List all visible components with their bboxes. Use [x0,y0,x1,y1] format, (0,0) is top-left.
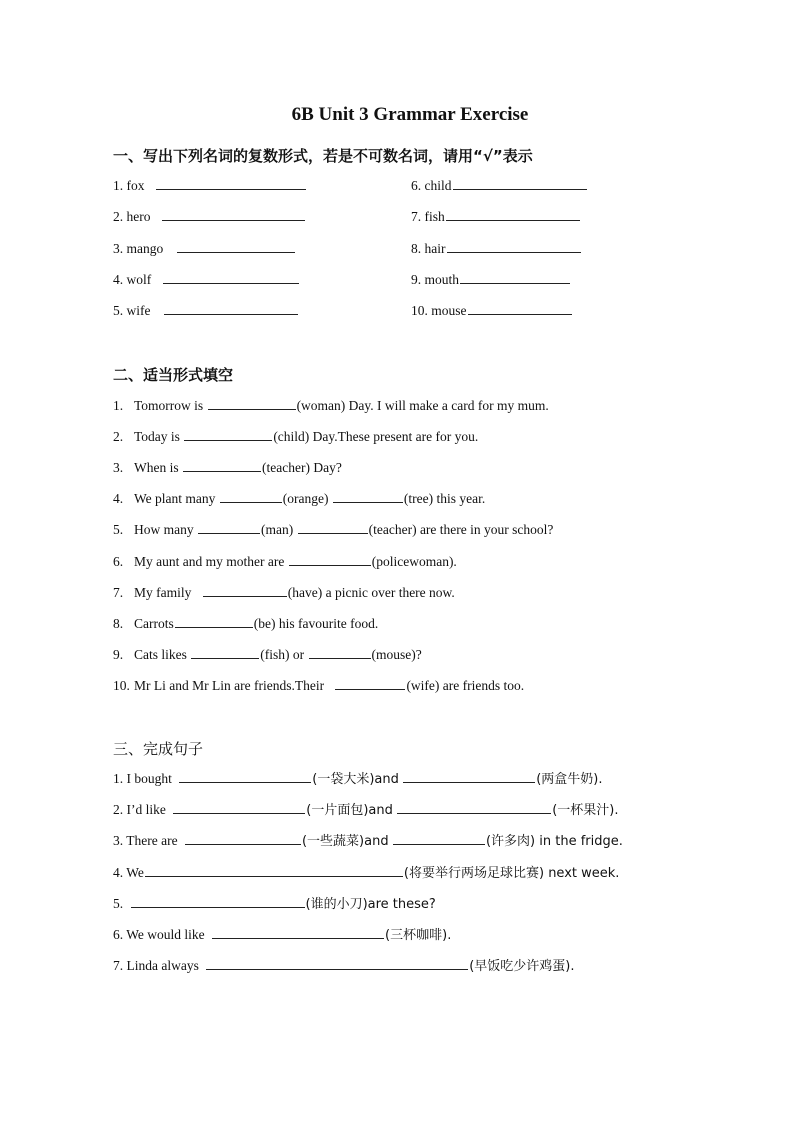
prompt-text: (teacher) Day? [262,460,342,475]
s2-item-1 [113,396,549,415]
item-word: mango [126,241,164,256]
prompt-text: (orange) [282,491,329,506]
s1-item-6 [411,176,588,195]
item-number: 8. [113,616,124,631]
prompt-text: Cats likes [134,647,187,662]
s3-item-6 [113,925,451,945]
prompt-text: My aunt and my mother are [134,554,285,569]
prompt-text: (两盒牛奶). [536,772,603,787]
prompt-text: (早饭吃少许鸡蛋). [469,959,575,974]
prompt-text: (teacher) are there in your school? [368,522,554,537]
answer-blank[interactable] [393,831,485,845]
answer-blank[interactable] [145,863,403,877]
prompt-text: We plant many [134,491,216,506]
answer-blank[interactable] [208,396,296,410]
item-number: 5. [113,522,124,537]
s1-item-7 [411,207,581,226]
answer-blank[interactable] [175,614,253,628]
answer-blank[interactable] [335,676,405,690]
answer-blank[interactable] [131,894,305,908]
item-number: 4. [113,272,124,287]
s2-item-2 [113,427,478,446]
item-number: 1. [113,398,124,413]
s1-item-10 [411,301,573,320]
item-word: fox [126,178,145,193]
item-number: 2. [113,429,124,444]
answer-blank[interactable] [179,769,311,783]
answer-blank[interactable] [397,800,551,814]
answer-blank[interactable] [164,301,298,315]
answer-blank[interactable] [156,176,306,190]
answer-blank[interactable] [468,301,572,315]
answer-blank[interactable] [212,925,384,939]
item-number: 3. [113,460,124,475]
s3-item-7 [113,956,575,976]
prompt-text: Carrots [134,616,174,631]
prompt-text: (一袋大米)and [312,772,399,787]
item-number: 5. [113,303,124,318]
item-word: wolf [126,272,152,287]
s1-item-9 [411,270,571,289]
prompt-text: (一片面包)and [306,803,393,818]
s1-item-4 [113,270,300,289]
item-word: hero [126,209,151,224]
answer-blank[interactable] [163,270,299,284]
prompt-text: (tree) this year. [403,491,486,506]
item-number: 3. [113,241,124,256]
answer-blank[interactable] [191,645,259,659]
answer-blank[interactable] [403,769,535,783]
answer-blank[interactable] [198,520,260,534]
prompt-text: (许多肉) in the fridge. [485,834,623,849]
answer-blank[interactable] [309,645,371,659]
prompt-text: (have) a picnic over there now. [287,585,455,600]
item-number: 4. [113,491,124,506]
answer-blank[interactable] [185,831,301,845]
answer-blank[interactable] [298,520,368,534]
section-1-heading: 一、写出下列名词的复数形式，若是不可数名词，请用“√”表示 [113,147,533,165]
s2-item-7 [113,583,455,602]
s1-item-3 [113,239,296,258]
s1-item-8 [411,239,582,258]
item-number: 3. [113,833,124,848]
item-number: 5. [113,896,124,911]
prompt-text: I’d like [126,802,166,817]
s2-item-3 [113,458,342,477]
item-word: wife [126,303,151,318]
answer-blank[interactable] [447,239,581,253]
s1-item-5 [113,301,299,320]
answer-blank[interactable] [289,552,371,566]
item-number: 10. [113,678,130,693]
prompt-text: (be) his favourite food. [253,616,379,631]
prompt-text: (fish) or [260,647,305,662]
prompt-text: (谁的小刀)are these? [305,897,436,912]
prompt-text: (woman) Day. I will make a card for my mum. [296,398,549,413]
item-number: 6. [113,554,124,569]
s3-item-4 [113,863,619,883]
answer-blank[interactable] [184,427,272,441]
prompt-text: Tomorrow is [134,398,204,413]
item-number: 6. [411,178,422,193]
item-number: 7. [411,209,422,224]
item-number: 4. [113,865,124,880]
prompt-text: We would like [126,927,205,942]
prompt-text: (一些蔬菜)and [301,834,389,849]
worksheet-title: 6B Unit 3 Grammar Exercise [291,104,529,125]
item-number: 9. [113,647,124,662]
s1-item-2 [113,207,306,226]
s3-item-5 [113,894,436,914]
prompt-text: (wife) are friends too. [406,678,525,693]
answer-blank[interactable] [162,207,305,221]
s2-item-4 [113,489,485,508]
prompt-text: My family [134,585,192,600]
answer-blank[interactable] [446,207,580,221]
answer-blank[interactable] [177,239,295,253]
prompt-text: (mouse)? [371,647,422,662]
item-number: 6. [113,927,124,942]
item-number: 2. [113,209,124,224]
prompt-text: (man) [261,522,294,537]
item-number: 8. [411,241,422,256]
s1-item-1 [113,176,307,195]
answer-blank[interactable] [220,489,282,503]
item-word: hair [424,241,446,256]
prompt-text: Today is [134,429,180,444]
item-number: 7. [113,958,124,973]
s2-item-5 [113,520,553,539]
prompt-text: We [126,865,144,880]
answer-blank[interactable] [173,800,305,814]
s2-item-6 [113,552,457,571]
item-number: 9. [411,272,422,287]
prompt-text: (将要举行两场足球比赛) next week. [403,866,620,881]
item-word: fish [424,209,445,224]
s2-item-8 [113,614,378,633]
prompt-text: When is [134,460,179,475]
s2-item-10 [113,676,524,695]
answer-blank[interactable] [460,270,570,284]
item-number: 7. [113,585,124,600]
section-3-heading: 三、完成句子 [113,740,204,758]
prompt-text: Linda always [126,958,199,973]
s2-item-9 [113,645,422,664]
s3-item-3 [113,831,623,851]
prompt-text: There are [126,833,178,848]
answer-blank[interactable] [333,489,403,503]
answer-blank[interactable] [206,956,468,970]
prompt-text: How many [134,522,194,537]
answer-blank[interactable] [203,583,287,597]
answer-blank[interactable] [453,176,587,190]
s3-item-1 [113,769,603,789]
item-number: 1. [113,178,124,193]
prompt-text: (policewoman). [371,554,457,569]
item-number: 1. [113,771,124,786]
item-number: 2. [113,802,124,817]
answer-blank[interactable] [183,458,261,472]
item-number: 10. [411,303,428,318]
item-word: mouth [424,272,460,287]
prompt-text: (三杯咖啡). [385,928,452,943]
prompt-text: Mr Li and Mr Lin are friends.Their [134,678,325,693]
section-2-heading: 二、适当形式填空 [113,366,234,384]
prompt-text: I bought [126,771,172,786]
item-word: child [424,178,452,193]
item-word: mouse [431,303,467,318]
prompt-text: (一杯果汁). [552,803,619,818]
s3-item-2 [113,800,619,820]
prompt-text: (child) Day.These present are for you. [273,429,479,444]
